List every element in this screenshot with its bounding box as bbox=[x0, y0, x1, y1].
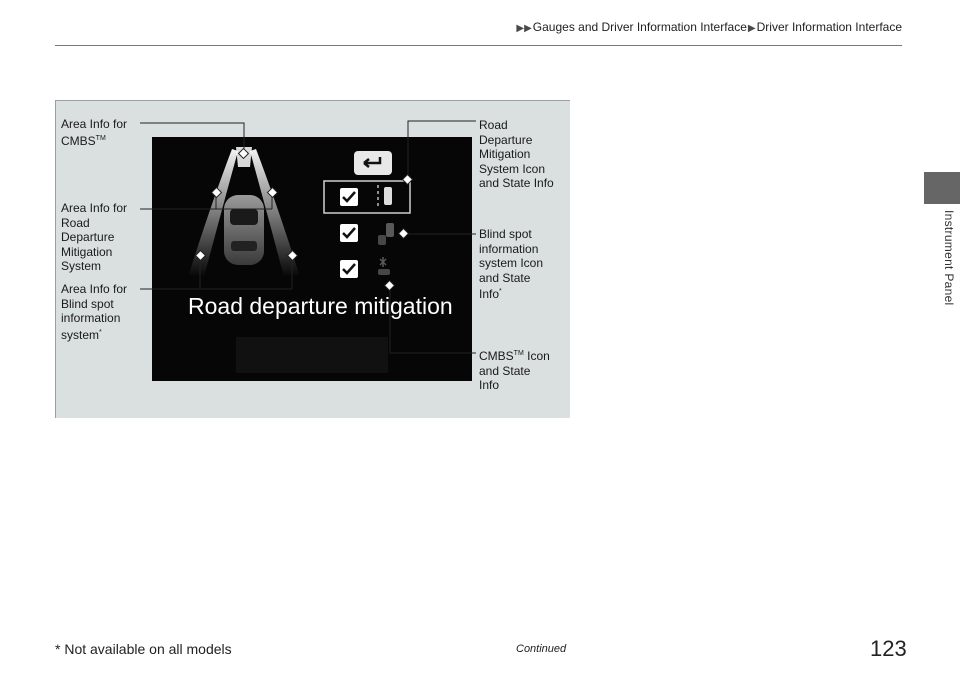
continued-label: Continued bbox=[516, 643, 567, 655]
chapter-label: Instrument Panel bbox=[942, 210, 956, 306]
label-area-rdm: Area Info for Road Departure Mitigation System bbox=[61, 201, 128, 273]
page-number: 123 bbox=[870, 636, 907, 661]
label-area-cmbs: Area Info for CMBS™ bbox=[61, 117, 128, 148]
breadcrumb-page[interactable]: Driver Information Interface bbox=[756, 20, 902, 34]
label-area-bsi: Area Info for Blind spot information system* bbox=[61, 282, 128, 342]
double-arrow-icon: ▶▶ bbox=[516, 23, 532, 34]
label-bsi-icon: Blind spot information system Icon and State Info* bbox=[479, 227, 544, 301]
arrow-icon: ▶ bbox=[747, 23, 756, 34]
screen-title: Road departure mitigation bbox=[188, 293, 453, 319]
label-cmbs-icon: CMBS™ Icon and State Info bbox=[479, 349, 550, 392]
footnote: * Not available on all models bbox=[55, 641, 232, 657]
label-rdm-icon: Road Departure Mitigation System Icon and State Info bbox=[479, 118, 554, 190]
breadcrumb-section[interactable]: Gauges and Driver Information Interface bbox=[532, 20, 747, 34]
